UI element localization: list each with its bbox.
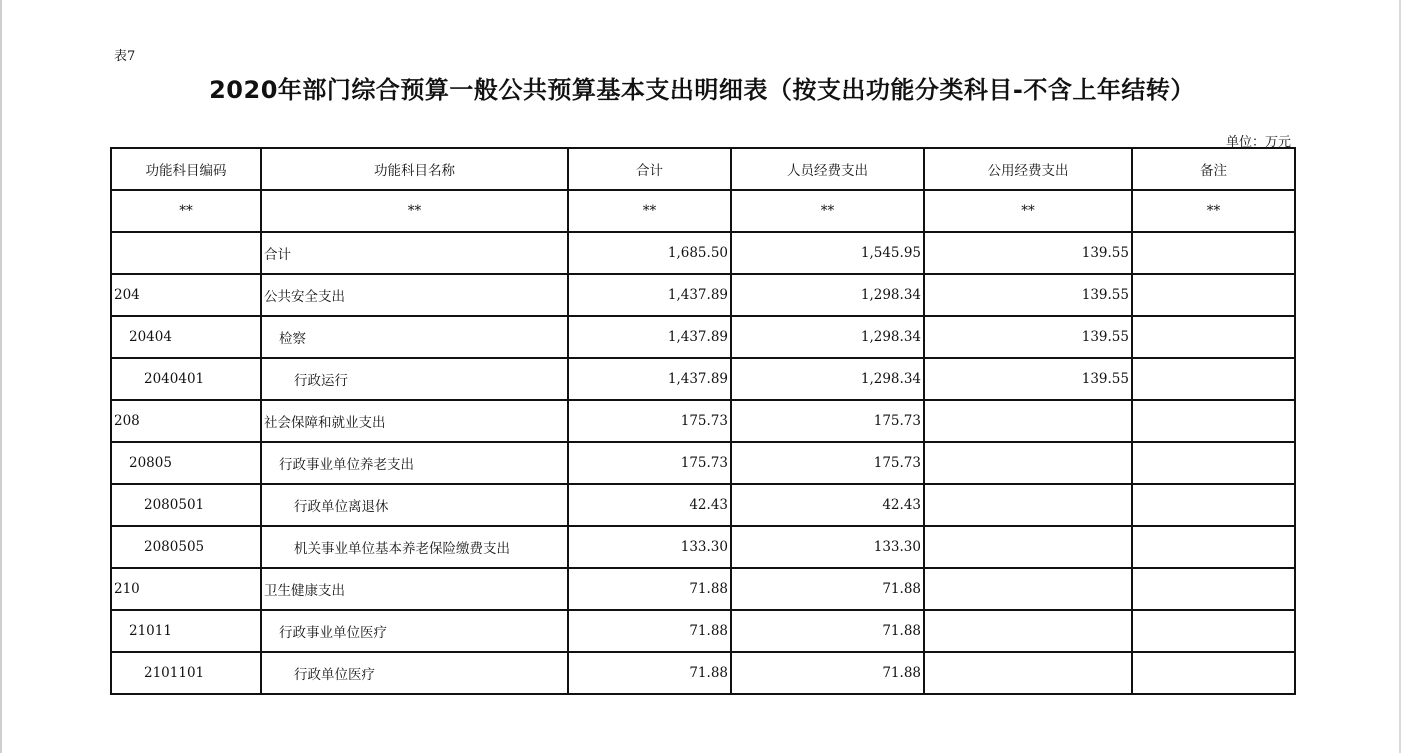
cell-name: 行政单位离退休 — [261, 484, 568, 526]
cell-code: 2080501 — [111, 484, 261, 526]
table-row — [111, 610, 1295, 652]
table-row — [111, 316, 1295, 358]
cell-public — [924, 442, 1132, 484]
cell-note — [1132, 652, 1295, 694]
cell-code: 204 — [111, 274, 261, 316]
cell-note — [1132, 568, 1295, 610]
cell-note — [1132, 316, 1295, 358]
page-title: 2020年部门综合预算一般公共预算基本支出明细表（按支出功能分类科目-不含上年结转） — [209, 76, 1195, 104]
header-note: 备注 — [1132, 148, 1295, 190]
cell-name: 卫生健康支出 — [261, 568, 568, 610]
cell-total: 71.88 — [568, 652, 731, 694]
placeholder-row — [111, 190, 1295, 232]
cell-public: 139.55 — [924, 232, 1132, 274]
cell-public: 139.55 — [924, 358, 1132, 400]
cell-code: 20805 — [111, 442, 261, 484]
budget-table — [110, 147, 1296, 695]
cell-total: 1,437.89 — [568, 358, 731, 400]
cell-public — [924, 610, 1132, 652]
cell-code: 21011 — [111, 610, 261, 652]
page-left-border — [0, 0, 2, 753]
table-row — [111, 400, 1295, 442]
placeholder-cell: ** — [111, 190, 261, 232]
cell-name: 社会保障和就业支出 — [261, 400, 568, 442]
table-number: 表7 — [114, 49, 136, 64]
cell-total: 71.88 — [568, 610, 731, 652]
cell-note — [1132, 526, 1295, 568]
cell-personnel: 1,298.34 — [731, 358, 924, 400]
cell-public — [924, 568, 1132, 610]
cell-public — [924, 400, 1132, 442]
cell-personnel: 1,298.34 — [731, 274, 924, 316]
cell-total: 133.30 — [568, 526, 731, 568]
cell-total: 1,437.89 — [568, 316, 731, 358]
cell-total: 1,437.89 — [568, 274, 731, 316]
cell-name: 公共安全支出 — [261, 274, 568, 316]
cell-note — [1132, 400, 1295, 442]
cell-personnel: 42.43 — [731, 484, 924, 526]
cell-total: 1,685.50 — [568, 232, 731, 274]
header-code: 功能科目编码 — [111, 148, 261, 190]
cell-note — [1132, 484, 1295, 526]
cell-name: 行政事业单位医疗 — [261, 610, 568, 652]
cell-note — [1132, 232, 1295, 274]
cell-note — [1132, 610, 1295, 652]
cell-public — [924, 652, 1132, 694]
placeholder-cell: ** — [924, 190, 1132, 232]
table-row — [111, 652, 1295, 694]
header-personnel: 人员经费支出 — [731, 148, 924, 190]
table-row — [111, 568, 1295, 610]
cell-code — [111, 232, 261, 274]
cell-personnel: 175.73 — [731, 400, 924, 442]
cell-public: 139.55 — [924, 316, 1132, 358]
cell-name: 合计 — [261, 232, 568, 274]
cell-total: 175.73 — [568, 400, 731, 442]
cell-note — [1132, 274, 1295, 316]
header-name: 功能科目名称 — [261, 148, 568, 190]
cell-name: 机关事业单位基本养老保险缴费支出 — [261, 526, 568, 568]
cell-personnel: 1,545.95 — [731, 232, 924, 274]
cell-note — [1132, 358, 1295, 400]
placeholder-cell: ** — [261, 190, 568, 232]
cell-personnel: 71.88 — [731, 652, 924, 694]
placeholder-cell: ** — [568, 190, 731, 232]
cell-name: 行政单位医疗 — [261, 652, 568, 694]
cell-name: 行政事业单位养老支出 — [261, 442, 568, 484]
cell-code: 2040401 — [111, 358, 261, 400]
cell-code: 210 — [111, 568, 261, 610]
placeholder-cell: ** — [1132, 190, 1295, 232]
cell-personnel: 71.88 — [731, 568, 924, 610]
header-row — [111, 148, 1295, 190]
cell-code: 208 — [111, 400, 261, 442]
table-row — [111, 358, 1295, 400]
cell-code: 2080505 — [111, 526, 261, 568]
cell-total: 42.43 — [568, 484, 731, 526]
cell-personnel: 175.73 — [731, 442, 924, 484]
table-row — [111, 274, 1295, 316]
cell-public — [924, 484, 1132, 526]
header-total: 合计 — [568, 148, 731, 190]
cell-public — [924, 526, 1132, 568]
table-row — [111, 232, 1295, 274]
cell-personnel: 71.88 — [731, 610, 924, 652]
cell-code: 2101101 — [111, 652, 261, 694]
table-row — [111, 526, 1295, 568]
header-public: 公用经费支出 — [924, 148, 1132, 190]
placeholder-cell: ** — [731, 190, 924, 232]
cell-total: 71.88 — [568, 568, 731, 610]
unit-label: 单位：万元 — [1225, 135, 1291, 150]
table-row — [111, 484, 1295, 526]
cell-note — [1132, 442, 1295, 484]
cell-personnel: 1,298.34 — [731, 316, 924, 358]
table-row — [111, 442, 1295, 484]
cell-public: 139.55 — [924, 274, 1132, 316]
cell-name: 检察 — [261, 316, 568, 358]
cell-personnel: 133.30 — [731, 526, 924, 568]
cell-total: 175.73 — [568, 442, 731, 484]
cell-code: 20404 — [111, 316, 261, 358]
cell-name: 行政运行 — [261, 358, 568, 400]
